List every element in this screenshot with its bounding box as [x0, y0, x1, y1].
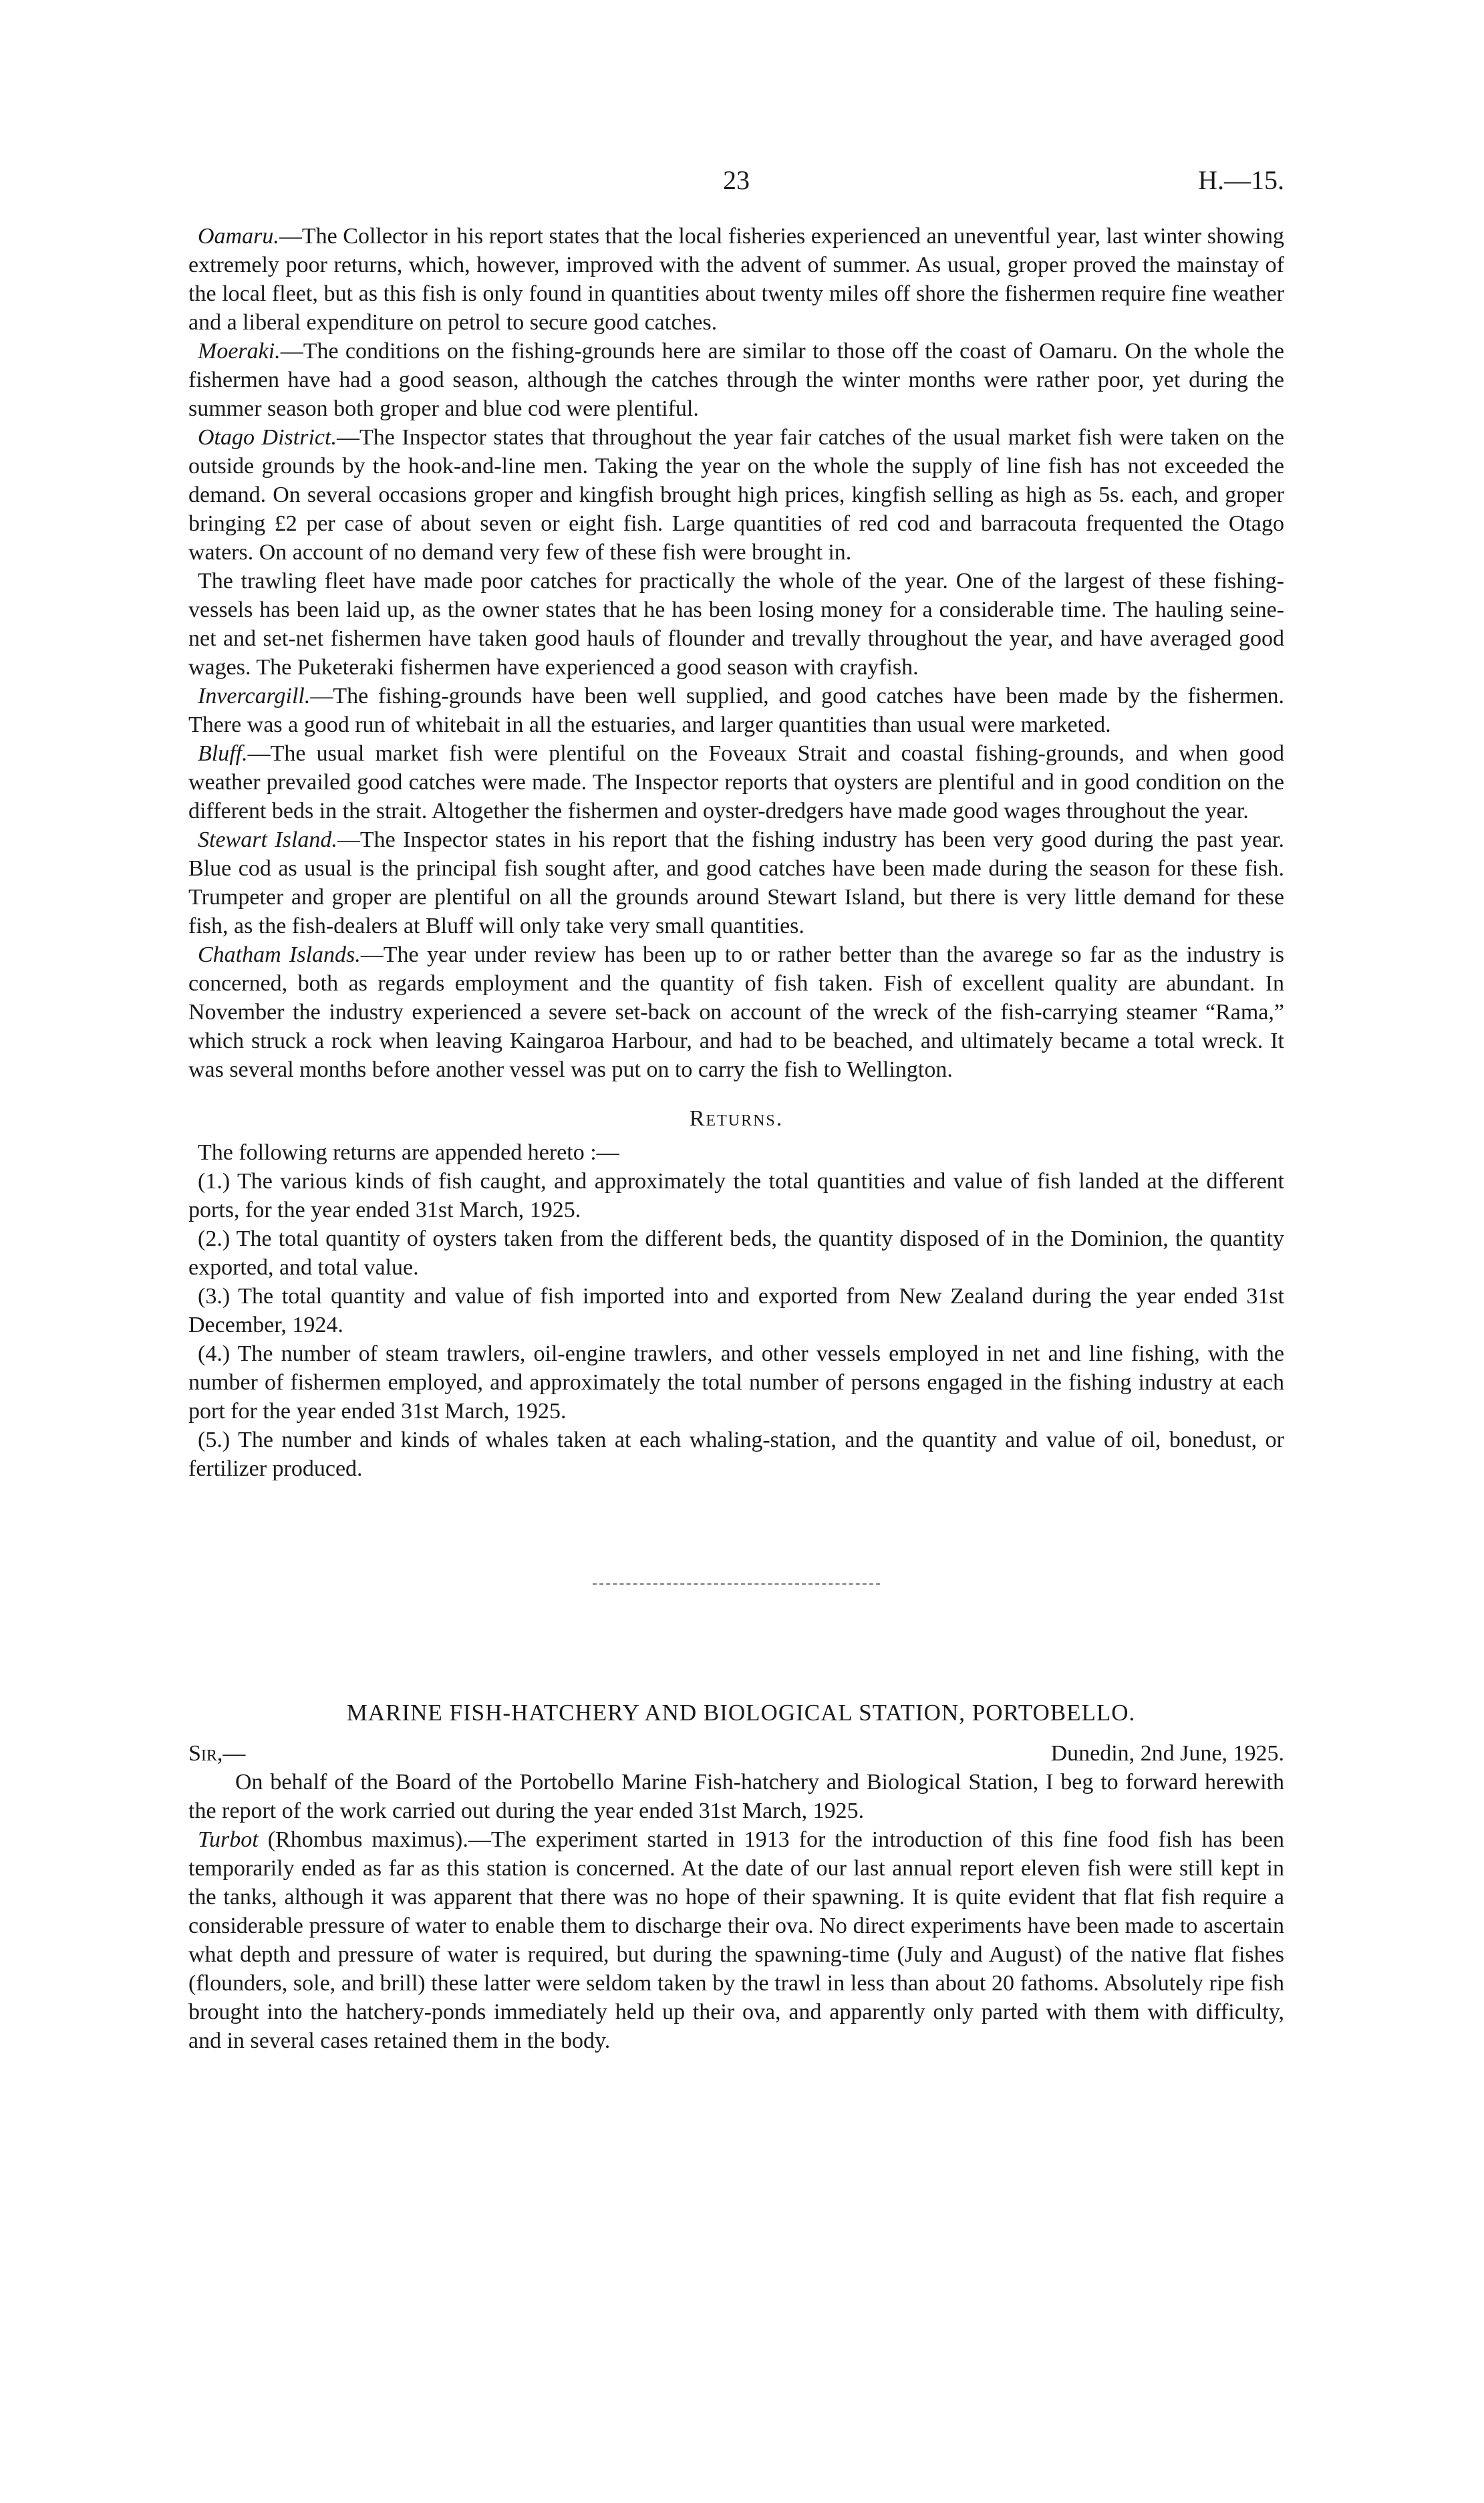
page-header	[188, 160, 1284, 214]
returns-item: (3.) The total quantity and value of fish imported into and exported from New Zealand during the year ended 31st December, 1924.	[188, 1284, 1284, 1337]
paragraph-text: (Rhombus maximus).—The experiment started in 1913 for the introduction of this fine food fish has been temporarily ended as far as this station is concerned. At the date of our last annual report eleven fish were still kept in the tanks, although it was apparent that there was no hope of their spawning. It is quite evident that flat fish require a considerable pressure of water to enable them to discharge their ova. No direct experiments have been made to ascertain what depth and pressure of water is required, but during the spawning-time (July and August) of the native flat fishes (flounders, sole, and brill) these latter were seldom taken by the trawl in less than about 20 fathoms. Absolutely ripe fish brought into the hatchery-ponds immediately held up their ova, and apparently only parted with them with difficulty, and in several cases retained them in the body.	[188, 1827, 1284, 2053]
paragraph-text: —The Collector in his report states that the local fisheries experienced an uneventful year, last winter showing extremely poor returns, which, however, improved with the advent of summer. As usual, groper proved the mainstay of the local fleet, but as this fish is only found in quantities about twenty miles off shore the fishermen require fine weather and a liberal expenditure on petrol to secure good catches.	[188, 224, 1284, 335]
hatchery-title: MARINE FISH-HATCHERY AND BIOLOGICAL STATION, PORTOBELLO.	[346, 1700, 1136, 1726]
salutation: Sir,—	[188, 1741, 246, 1766]
section-divider	[593, 1583, 880, 1585]
paragraph-turbot	[188, 1825, 1284, 2055]
paragraph-bluff	[188, 739, 1284, 825]
paragraph-lead: Invercargill.	[198, 684, 311, 708]
page-number: 23	[723, 165, 750, 195]
paragraph-lead: Oamaru.	[198, 224, 279, 249]
paragraph-text: —The usual market fish were plentiful on the Foveaux Strait and coastal fishing-grounds, and when good weather prevailed good catches were made. The Inspector reports that oysters are plentiful and in good condition on the different beds in the strait. Altogether the fishermen and oyster-dredgers have made good wages throughout the year.	[188, 741, 1284, 823]
paragraph-text: —The conditions on the fishing-grounds here are similar to those off the coast of Oamaru. On the whole the fishermen have had a good season, although the catches through the winter months were rather poor, yet during the summer season both groper and blue cod were plentiful.	[188, 339, 1284, 421]
paragraph-lead: Chatham Islands.	[198, 942, 361, 967]
paragraph-trawling	[188, 567, 1284, 682]
paragraph-otago	[188, 423, 1284, 567]
paragraph-text: —The Inspector states in his report that the fishing industry has been very good during the past year. Blue cod as usual is the principal fish sought after, and good catches have been made during the season for these fish. Trumpeter and groper are plentiful on all the grounds around Stewart Island, but there is very little demand for these fish, as the fish-dealers at Bluff will only take very small quantities.	[188, 827, 1284, 938]
returns-item: (2.) The total quantity of oysters taken from the different beds, the quantity disposed of in the Dominion, the quantity exported, and total value.	[188, 1226, 1284, 1280]
paragraph-text: —The year under review has been up to or rather better than the avarege so far as the industry is concerned, both as regards employment and the quantity of fish taken. Fish of excellent quality are abundant. In November the industry experienced a severe set-back on account of the wreck of the fish-carrying steamer “Rama,” which struck a rock when leaving Kaingaroa Harbour, and had to be beached, and ultimately became a total wreck. It was several months before another vessel was put on to carry the fish to Wellington.	[188, 942, 1284, 1082]
place-date: Dunedin, 2nd June, 1925.	[1050, 1741, 1284, 1766]
returns-intro: The following returns are appended hereto :—	[198, 1140, 619, 1165]
paragraph-chatham-islands	[188, 940, 1284, 1084]
returns-item: (5.) The number and kinds of whales taken at each whaling-station, and the quantity and value of oil, bonedust, or fertilizer produced.	[188, 1428, 1284, 1481]
paragraph-lead: Otago District.	[198, 425, 337, 450]
paragraph-invercargill	[188, 682, 1284, 739]
paragraph-lead: Stewart Island.	[198, 827, 337, 852]
series-code: H.—15.	[1198, 165, 1284, 195]
hatchery-opening: On behalf of the Board of the Portobello Marine Fish-hatchery and Biological Station, I beg to forward herewith the report of the work carried out during the year ended 31st March, 1925.	[188, 1770, 1284, 1823]
letter-header	[188, 1739, 1284, 1768]
paragraph-moeraki	[188, 337, 1284, 423]
paragraph-text: —The Inspector states that throughout the year fair catches of the usual market fish were taken on the outside grounds by the hook-and-line men. Taking the year on the whole the supply of line fish has not exceeded the demand. On several occasions groper and kingfish brought high prices, kingfish selling as high as 5s. each, and groper bringing £2 per case of about seven or eight fish. Large quantities of red cod and barracouta frequented the Otago waters. On account of no demand very few of these fish were brought in.	[188, 425, 1284, 565]
returns-item: (4.) The number of steam trawlers, oil-engine trawlers, and other vessels employed in net and line fishing, with the number of fishermen employed, and approximately the total number of persons engaged in the fishing industry at each port for the year ended 31st March, 1925.	[188, 1341, 1284, 1424]
paragraph-lead: Bluff.	[198, 741, 248, 766]
paragraph-oamaru	[188, 222, 1284, 337]
returns-item: (1.) The various kinds of fish caught, and approximately the total quantities and value of fish landed at the different ports, for the year ended 31st March, 1925.	[188, 1169, 1284, 1222]
paragraph-stewart-island	[188, 825, 1284, 940]
document-page	[188, 160, 1284, 2055]
paragraph-lead: Moeraki.	[198, 339, 281, 364]
returns-heading: Returns.	[689, 1106, 784, 1131]
paragraph-text: The trawling fleet have made poor catches for practically the whole of the year. One of the largest of these fishing-vessels has been laid up, as the owner states that he has been losing money for a considerable time. The hauling seine-net and set-net fishermen have taken good hauls of flounder and trevally throughout the year, and have averaged good wages. The Puketeraki fishermen have experienced a good season with crayfish.	[188, 569, 1284, 680]
paragraph-text: —The fishing-grounds have been well supplied, and good catches have been made by the fishermen. There was a good run of whitebait in all the estuaries, and larger quantities than usual were marketed.	[188, 684, 1284, 737]
paragraph-lead: Turbot	[198, 1827, 259, 1852]
